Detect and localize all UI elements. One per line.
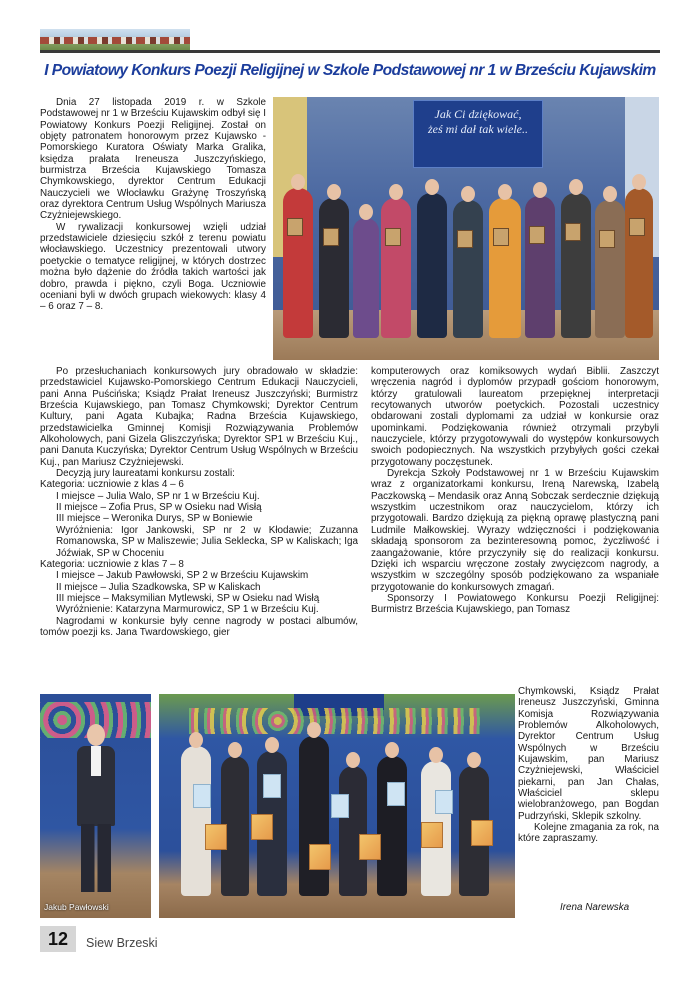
- banner-line-1: Jak Ci dziękować,: [434, 107, 522, 121]
- category-heading: Kategoria: uczniowie z klas 4 – 6: [40, 479, 184, 491]
- list-item: II miejsce – Julia Szadkowska, SP w Kaliskach: [56, 581, 261, 593]
- banner-line-2: żeś mi dał tak wiele..: [428, 122, 528, 136]
- article-author: Irena Narewska: [560, 902, 630, 913]
- category-heading: Kategoria: uczniowie z klas 7 – 8: [40, 558, 184, 570]
- list-item: Wyróżnienie: Katarzyna Marmurowicz, SP 1 w Brześciu Kuj.: [56, 604, 319, 616]
- paragraph: komputerowych oraz komiksowych wydań Biblii. Zaszczyt wręczenia nagród i dyplomów przypadł gościom honorowym, którzy gratulowali laureatom przepięknej interpretacji recytowanych utworów poetyckich. Pozostali uczestnicy obdarowani zostali dyplomami za udział w konkursie oraz upominkami. Podziękowania również otrzymali przybyli nauczyciele, którzy przygotowywali do występów konkursowych swoich podopiecznych. Na wszystkich przybyłych gości czekał przygotowany poczęstunek.: [371, 366, 659, 468]
- photo-boy-laureate: [40, 694, 151, 918]
- paragraph-jury: Po przesłuchaniach konkursowych jury obradowało w składzie: przedstawiciel Kujawsko-Pomorskiego Centrum Edukacji Nauczycieli, pani Anna Puścińska; Ksiądz Prałat Ireneusz Juszczyński; Burmistrz Brześcia Kujawskiego, pan Tomasz Chymkowski; Dyrektor Centrum Kultury, pani Agata Kubajka; Radna Brześcia Kujawskiego, przedstawicielka Gminnej Komisji Rozwiązywania Problemów Alkoholowych, pani Gizela Gliszczyńska; Dyrektor SP1 w Brześciu Kuj., pani Danuta Kuczyńska; Dyrektor Centrum Usług Wspólnych w Brześciu Kuj., pan Mariusz Czyżniejewski.: [40, 366, 358, 468]
- list-item: Wyróżnienia: Igor Jankowski, SP nr 2 w Kłodawie; Zuzanna Romanowska, SP w Maliszewie; Julia Seklecka, SP w Kaliskach; Iga Jóźwiak, SP w Choceniu: [56, 524, 358, 559]
- group-photo-winners: [273, 97, 659, 360]
- footer-publication-name: Siew Brzeski: [86, 936, 158, 950]
- paragraph-sponsors: Sponsorzy I Powiatowego Konkursu Poezji Religijnej: Burmistrz Brześcia Kujawskiego, pan Tomasz: [371, 592, 659, 616]
- paragraph-sponsors-continued: Chymkowski, Ksiądz Prałat Ireneusz Juszczyński, Gminna Komisja Rozwiązywania Problemów Alkoholowych, Dyrektor Centrum Usług Wspólnych w Brześciu Kujawskim, pan Mariusz Czyżniejewski, Właściciel piekarni, pan Jan Chałas, Właściciel sklepu wielobranżowego, pan Bogdan Pudrzyński, Sklepik szkolny.: [518, 686, 659, 822]
- list-item: III miejsce – Weronika Durys, SP w Boniewie: [56, 513, 253, 525]
- list-item: III miejsce – Maksymilian Mytlewski, SP w Osieku nad Wisłą: [56, 592, 320, 604]
- list-item: II miejsce – Zofia Prus, SP w Osieku nad Wisłą: [56, 502, 262, 514]
- photo-caption: Jakub Pawłowski: [44, 902, 109, 912]
- paragraph: Dnia 27 listopada 2019 r. w Szkole Podstawowej nr 1 w Brześciu Kujawskim odbył się I Powiatowy Konkurs Poezji Religijnej. Został on objęty patronatem honorowym przez Kujawsko - Pomorskiego Kuratora Oświaty Marka Gralika, księdza prałata Ireneusza Juszczyńskiego, burmistrza Brześcia Kujawskiego Tomasza Chymkowskiego, dyrektor Centrum Edukacji Nauczycieli we Włocławku Grażynę Troszyńską oraz dyrektora Centrum Usług Wspólnych Mariusza Czyżniejewskiego.: [40, 97, 266, 222]
- list-item: I miejsce – Julia Walo, SP nr 1 w Brześciu Kuj.: [56, 490, 260, 502]
- page-number: 12: [47, 929, 69, 949]
- article-column-1-bottom: [40, 366, 358, 638]
- list-item: I miejsce – Jakub Pawłowski, SP 2 w Brześciu Kujawskim: [56, 570, 309, 582]
- article-title: I Powiatowy Konkurs Poezji Religijnej w Szkole Podstawowej nr 1 w Brześciu Kujawskim: [44, 62, 656, 79]
- banner-poem-quote: [413, 100, 543, 168]
- paragraph-prizes: Nagrodami w konkursie były cenne nagrody w postaci albumów, tomów poezji ks. Jana Twardowskiego, gier: [40, 615, 358, 638]
- header-village-photo: [40, 29, 190, 50]
- article-column-1-top: [40, 97, 266, 313]
- photo-students-with-diplomas: [159, 694, 515, 918]
- paragraph-closing: Kolejne zmagania za rok, na które zapraszamy.: [518, 822, 659, 845]
- paragraph: Dyrekcja Szkoły Podstawowej nr 1 w Brześciu Kujawskim wraz z organizatorkami konkursu, Ireną Narewską, Izabelą Paczkowską – Mendasik oraz Anną Sobczak serdecznie dziękują wszystkim uczestnikom oraz nauczycielom, którzy ich przygotowali. Bardzo dziękują za piękną oprawę plastyczną pani Ludmile Małkowskiej. Wyrazy wdzięczności i podziękowania składają sponsorom za bezinteresowną pomoc, życzliwość i zaangażowanie, które przyczyniły się do realizacji konkursu. Dzięki ich wsparciu wręczone zostały zwycięzcom nagrody, a wszystkim w szczególny sposób podziękowano za wspaniałe przygotowanie do konkursowych zmagań.: [371, 468, 659, 593]
- article-column-2: [371, 366, 659, 616]
- paragraph-decision: Decyzją jury laureatami konkursu zostali:: [56, 468, 235, 480]
- header-rule: [40, 50, 660, 53]
- article-column-2-continued: [518, 686, 659, 845]
- paragraph: W rywalizacji konkursowej wzięli udział przedstawiciele dziesięciu szkół z terenu powiatu włocławskiego. Uczestnicy prezentowali utwory poetyckie o tematyce religijnej, w których dostrzec można było dążenie do źródła takich wartości jak dobro, prawda i piękno, czyli Boga. Uczniowie oceniani byli w dwóch grupach wiekowych: klasy 4 – 6 oraz 7 – 8.: [40, 221, 266, 313]
